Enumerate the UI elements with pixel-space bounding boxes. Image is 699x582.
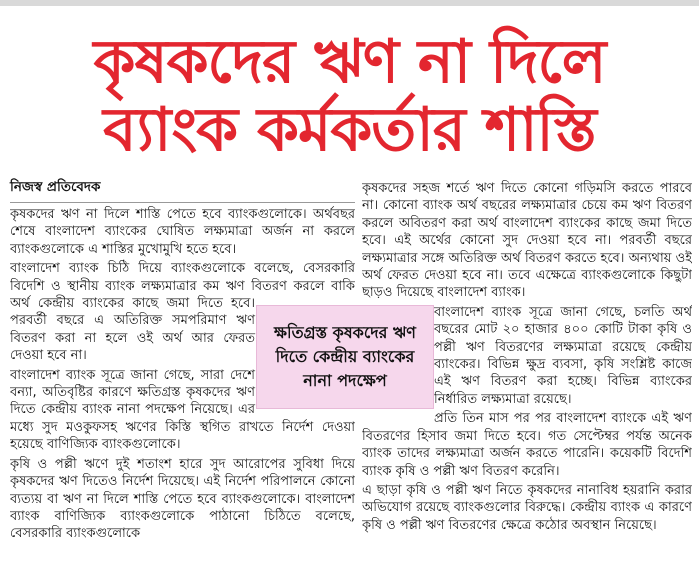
headline [0,28,699,164]
top-rule [0,0,699,6]
pull-quote-box [256,305,434,409]
right-paragraph: এ ছাড়া কৃষি ও পল্লী ঋণ নিতে কৃষকদের নানাবিধ হয়রানি করার অভিযোগ রয়েছে ব্যাংকগুলোর বিরুদ্ধে। কেন্দ্রীয় ব্যাংক এ কারণে কৃষি ও পল্লী ঋণ বিতরণের ক্ষেত্রে কঠোর অবস্থান নিয়েছে। [362,482,692,533]
left-paragraph: বাংলাদেশ ব্যাংক চিঠি দিয়ে ব্যাংকগুলোকে বলেছে, বেসরকারি বিদেশি ও স্থানীয় ব্যাংক লক্ষ্যমাত্রার কম ঋণ বিতরণ করলে বাকি অর্থ কেন্দ্রীয় ব্যাংকের কাছে জমা দিতে হবে। পরবর্তী বছরে এ অতিরিক্ত সমপরিমাণ ঋণ বিতরণ করা না হলে ওই অর্থ আর ফেরত দেওয়া হবে না। [10,261,355,364]
right-paragraph: কৃষকদের সহজ শর্তে ঋণ দিতে কোনো গড়িমসি করতে পারবে না। কোনো ব্যাংক অর্থ বছরের লক্ষ্যমাত্রার চেয়ে কম ঋণ বিতরণ করলে অবিতরণ করা অর্থ বাংলাদেশ ব্যাংকের কাছে জমা দিতে হবে। এই অর্থের কোনো সুদ দেওয়া হবে না। পরবর্তী বছরে লক্ষ্যমাত্রার সঙ্গে অতিরিক্ত অর্থ বিতরণ করতে হবে। অন্যথায় ওই অর্থ ফেরত দেওয়া হবে না। তবে এক্ষেত্রে ব্যাংকগুলোকে কিছুটা ছাড়ও দিয়েছে বাংলাদেশ ব্যাংক। [362,181,692,301]
headline-line-2: ব্যাংক কর্মকর্তার শাস্তি [103,95,596,165]
right-paragraph: বাংলাদেশ ব্যাংক সূত্রে জানা গেছে, চলতি অর্থ বছরের মোট ২০ হাজার ৪০০ কোটি টাকা কৃষি ও পল্লী ঋণ বিতরণের লক্ষ্যমাত্রা রয়েছে কেন্দ্রীয় ব্যাংকের। বিভিন্ন ক্ষুদ্র ব্যবসা, কৃষি সংশ্লিষ্ট কাজে এই ঋণ বিতরণ করা হচ্ছে। বিভিন্ন ব্যাংকের নির্ধারিত লক্ষ্যমাত্রা রয়েছে। [434,304,692,407]
left-paragraph: কৃষকদের ঋণ না দিলে শাস্তি পেতে হবে ব্যাংকগুলোকে। অর্থবছর শেষে বাংলাদেশ ব্যাংকের ঘোষিত লক্ষ্যমাত্রা অর্জন না করলে ব্যাংকগুলোকে এ শাস্তির মুখোমুখি হতে হবে। [10,207,355,257]
left-paragraph: কৃষি ও পল্লী ঋণে দুই শতাংশ হারে সুদ আরোপের সুবিধা দিয়ে কৃষকদের ঋণ দিতেও নির্দেশ দিয়েছে। এই নির্দেশ পরিপালনে কোনো ব্যত্যয় বা ঋণ না দিলে শাস্তি পেতে হবে ব্যাংকগুলোকে। বাংলাদেশ ব্যাংক বাণিজ্যিক ব্যাংকগুলোকে পাঠানো চিঠিতে বলেছে, বেসরকারি ব্যাংকগুলোকে [10,456,355,542]
right-paragraph: প্রতি তিন মাস পর পর বাংলাদেশ ব্যাংকে এই ঋণ বিতরণের হিসাব জমা দিতে হবে। গত সেপ্টেম্বর পর্যন্ত অনেক ব্যাংক তাদের লক্ষ্যমাত্রা অর্জন করতে পারেনি। কয়েকটি বিদেশি ব্যাংক কৃষি ও পল্লী ঋণ বিতরণ করেনি। [362,411,692,479]
byline-box [10,176,355,203]
left-paragraph: বাংলাদেশ ব্যাংক সূত্রে জানা গেছে, সারা দেশে বন্যা, অতিবৃষ্টির কারণে ক্ষতিগ্রস্ত কৃষকদের ঋণ দিতে কেন্দ্রীয় ব্যাংক নানা পদক্ষেপ নিয়েছে। এর মধ্যে সুদ মওকুফসহ ঋণের কিস্তি স্থগিত রাখতে নির্দেশ দেওয়া হয়েছে বাণিজ্যিক ব্যাংকগুলোকে। [10,367,355,453]
headline-line-1: কৃষকদের ঋণ না দিলে [93,27,606,97]
byline: নিজস্ব প্রতিবেদক [10,179,101,195]
pull-quote-text: ক্ষতিগ্রস্ত কৃষকদের ঋণ দিতে কেন্দ্রীয় ব্যাংকের নানা পদক্ষেপ [274,323,416,390]
